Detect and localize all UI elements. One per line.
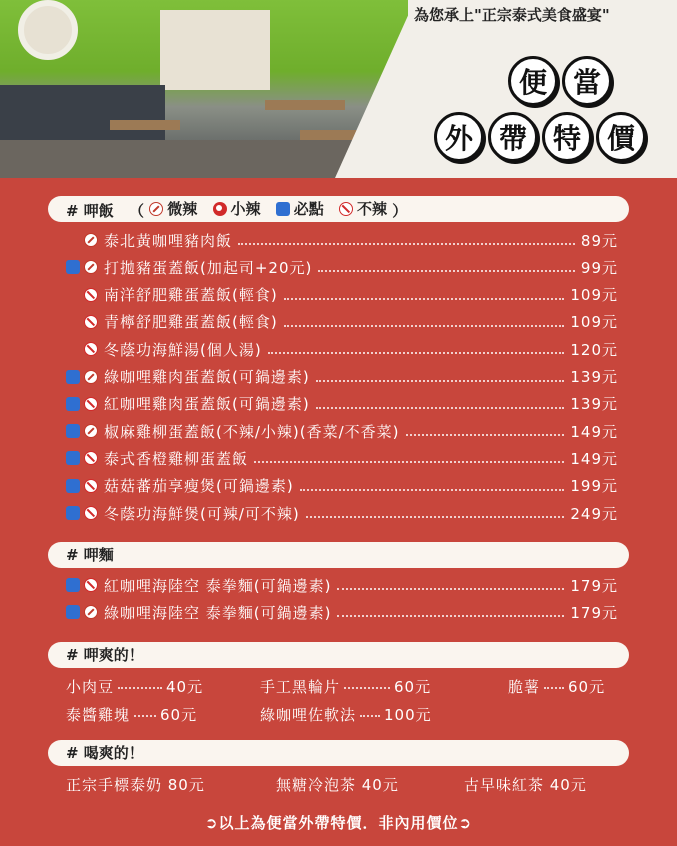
item-price: 199元 — [570, 477, 618, 496]
item-price: 89元 — [580, 231, 618, 250]
thumbs-up-icon — [66, 370, 80, 384]
thumbs-up-icon — [66, 260, 80, 274]
menu-item — [58, 337, 618, 361]
leader-dots — [316, 407, 565, 409]
no-spicy-icon — [84, 578, 98, 592]
section-snacks-header — [48, 642, 629, 668]
leader-dots — [406, 434, 565, 436]
photo-table — [110, 120, 180, 130]
title-char: 當 — [562, 56, 612, 106]
item-name: 椒麻雞柳蛋蓋飯(不辣/小辣)(香菜/不香菜) — [104, 422, 400, 441]
photo-wall-decor — [18, 0, 78, 60]
title-char: 便 — [508, 56, 558, 106]
item-price: 149元 — [570, 449, 618, 468]
item-icons — [58, 315, 98, 329]
mild-spicy-icon — [84, 370, 98, 384]
item-icons — [58, 479, 98, 493]
item-name: 冬蔭功海鮮煲(可辣/可不辣) — [104, 504, 300, 523]
chili-icon — [213, 202, 227, 216]
item-price: 139元 — [570, 395, 618, 414]
item-name: 泰北黃咖哩豬肉飯 — [104, 231, 233, 250]
menu-item — [58, 573, 618, 597]
no-spicy-icon — [84, 479, 98, 493]
item-icons — [58, 506, 98, 520]
item-icons — [58, 370, 98, 384]
drink-item: 古早味紅茶 40元 — [464, 776, 587, 794]
menu-item — [58, 419, 618, 443]
section-rice-header — [48, 196, 629, 222]
no-spicy-icon — [339, 202, 353, 216]
item-name: 南洋舒肥雞蛋蓋飯(輕食) — [104, 286, 278, 305]
no-spicy-icon — [84, 506, 98, 520]
item-icons — [58, 233, 98, 247]
item-name: 泰式香橙雞柳蛋蓋飯 — [104, 449, 249, 468]
snack-item: 手工黑輪片 60元 — [260, 678, 432, 696]
item-name: 紅咖哩雞肉蛋蓋飯(可鍋邊素) — [104, 395, 310, 414]
menu-item — [58, 501, 618, 525]
menu-item — [58, 310, 618, 334]
item-name: 青檸舒肥雞蛋蓋飯(輕食) — [104, 313, 278, 332]
item-name: 綠咖哩海陸空 泰拳麵(可鍋邊素) — [104, 603, 332, 622]
snack-item: 小肉豆 40元 — [66, 678, 204, 696]
hero-diagonal-edge — [335, 0, 415, 178]
section-title: # 呷麵 — [66, 546, 114, 564]
thumbs-up-icon — [66, 451, 80, 465]
no-spicy-icon — [84, 451, 98, 465]
item-icons — [58, 260, 98, 274]
footer-note: ➲以上為便當外帶特價．非內用價位➲ — [204, 814, 473, 832]
item-icons — [58, 342, 98, 356]
menu-item — [58, 228, 618, 252]
item-icons — [58, 288, 98, 302]
leader-dots — [306, 516, 565, 518]
item-icons — [58, 424, 98, 438]
item-name: 紅咖哩海陸空 泰拳麵(可鍋邊素) — [104, 576, 332, 595]
leader-dots — [238, 243, 575, 245]
menu-item — [58, 365, 618, 389]
drink-item: 正宗手標泰奶 80元 — [66, 776, 205, 794]
section-title: # 呷爽的！ — [66, 646, 144, 664]
item-price: 139元 — [570, 368, 618, 386]
photo-table — [265, 100, 345, 110]
title-char: 價 — [596, 112, 646, 162]
thumbs-up-icon — [66, 506, 80, 520]
title-char: 帶 — [488, 112, 538, 162]
leader-dots — [318, 270, 575, 272]
menu-item — [58, 255, 618, 279]
snack-item: 綠咖哩佐軟法 100元 — [260, 706, 432, 724]
leader-dots — [337, 588, 564, 590]
no-spicy-icon — [84, 288, 98, 302]
title-char: 特 — [542, 112, 592, 162]
leader-dots — [337, 615, 564, 617]
item-price: 109元 — [570, 313, 618, 332]
item-price: 109元 — [570, 286, 618, 305]
mild-spicy-icon — [149, 202, 163, 216]
snack-item: 泰醬雞塊 60元 — [66, 706, 198, 724]
item-price: 149元 — [570, 422, 618, 441]
mild-spicy-icon — [84, 260, 98, 274]
item-name: 打拋豬蛋蓋飯(加起司+20元) — [104, 258, 313, 277]
item-name: 菇菇蕃茄享瘦煲(可鍋邊素) — [104, 477, 294, 496]
section-noodles-header — [48, 542, 629, 568]
item-name: 綠咖哩雞肉蛋蓋飯(可鍋邊素) — [104, 368, 310, 386]
menu-item — [58, 446, 618, 470]
title-char: 外 — [434, 112, 484, 162]
menu-item — [58, 283, 618, 307]
item-price: 99元 — [580, 258, 618, 277]
section-drinks-header — [48, 740, 629, 766]
thumbs-up-icon — [66, 605, 80, 619]
legend-must: 必點 — [293, 200, 324, 218]
drink-item: 無糖冷泡茶 40元 — [276, 776, 399, 794]
no-spicy-icon — [84, 342, 98, 356]
item-price: 249元 — [570, 504, 618, 523]
item-name: 冬蔭功海鮮湯(個人湯) — [104, 340, 262, 359]
item-icons — [58, 578, 98, 592]
menu-item — [58, 600, 618, 624]
leader-dots — [284, 325, 565, 327]
photo-booth-seat — [0, 85, 165, 145]
thumbs-up-icon — [66, 479, 80, 493]
item-price: 179元 — [570, 576, 618, 595]
title-line-1 — [508, 56, 612, 106]
item-price: 179元 — [570, 603, 618, 622]
leader-dots — [284, 298, 565, 300]
thumbs-up-icon — [66, 397, 80, 411]
section-title: # 呷飯 — [66, 202, 114, 220]
item-icons — [58, 397, 98, 411]
item-icons — [58, 451, 98, 465]
item-price: 120元 — [570, 340, 618, 359]
thumbs-up-icon — [66, 578, 80, 592]
menu-item — [58, 392, 618, 416]
mild-spicy-icon — [84, 424, 98, 438]
tagline: 為您承上"正宗泰式美食盛宴" — [414, 6, 610, 24]
snack-item: 脆薯 60元 — [508, 678, 606, 696]
title-line-2 — [434, 112, 646, 162]
no-spicy-icon — [84, 397, 98, 411]
leader-dots — [268, 352, 565, 354]
thumbs-up-icon — [276, 202, 290, 216]
mild-spicy-icon — [84, 233, 98, 247]
leader-dots — [316, 380, 565, 382]
legend: （ 微辣 小辣 必點 不辣 ） — [129, 202, 407, 220]
legend-hot: 小辣 — [230, 200, 261, 218]
leader-dots — [254, 461, 564, 463]
mild-spicy-icon — [84, 605, 98, 619]
legend-none: 不辣 — [357, 200, 388, 218]
item-icons — [58, 605, 98, 619]
thumbs-up-icon — [66, 424, 80, 438]
photo-back-wall — [160, 10, 270, 90]
section-title: # 喝爽的！ — [66, 744, 144, 762]
leader-dots — [300, 489, 565, 491]
menu-item — [58, 474, 618, 498]
hero-banner — [0, 0, 677, 178]
legend-mild: 微辣 — [167, 200, 198, 218]
no-spicy-icon — [84, 315, 98, 329]
